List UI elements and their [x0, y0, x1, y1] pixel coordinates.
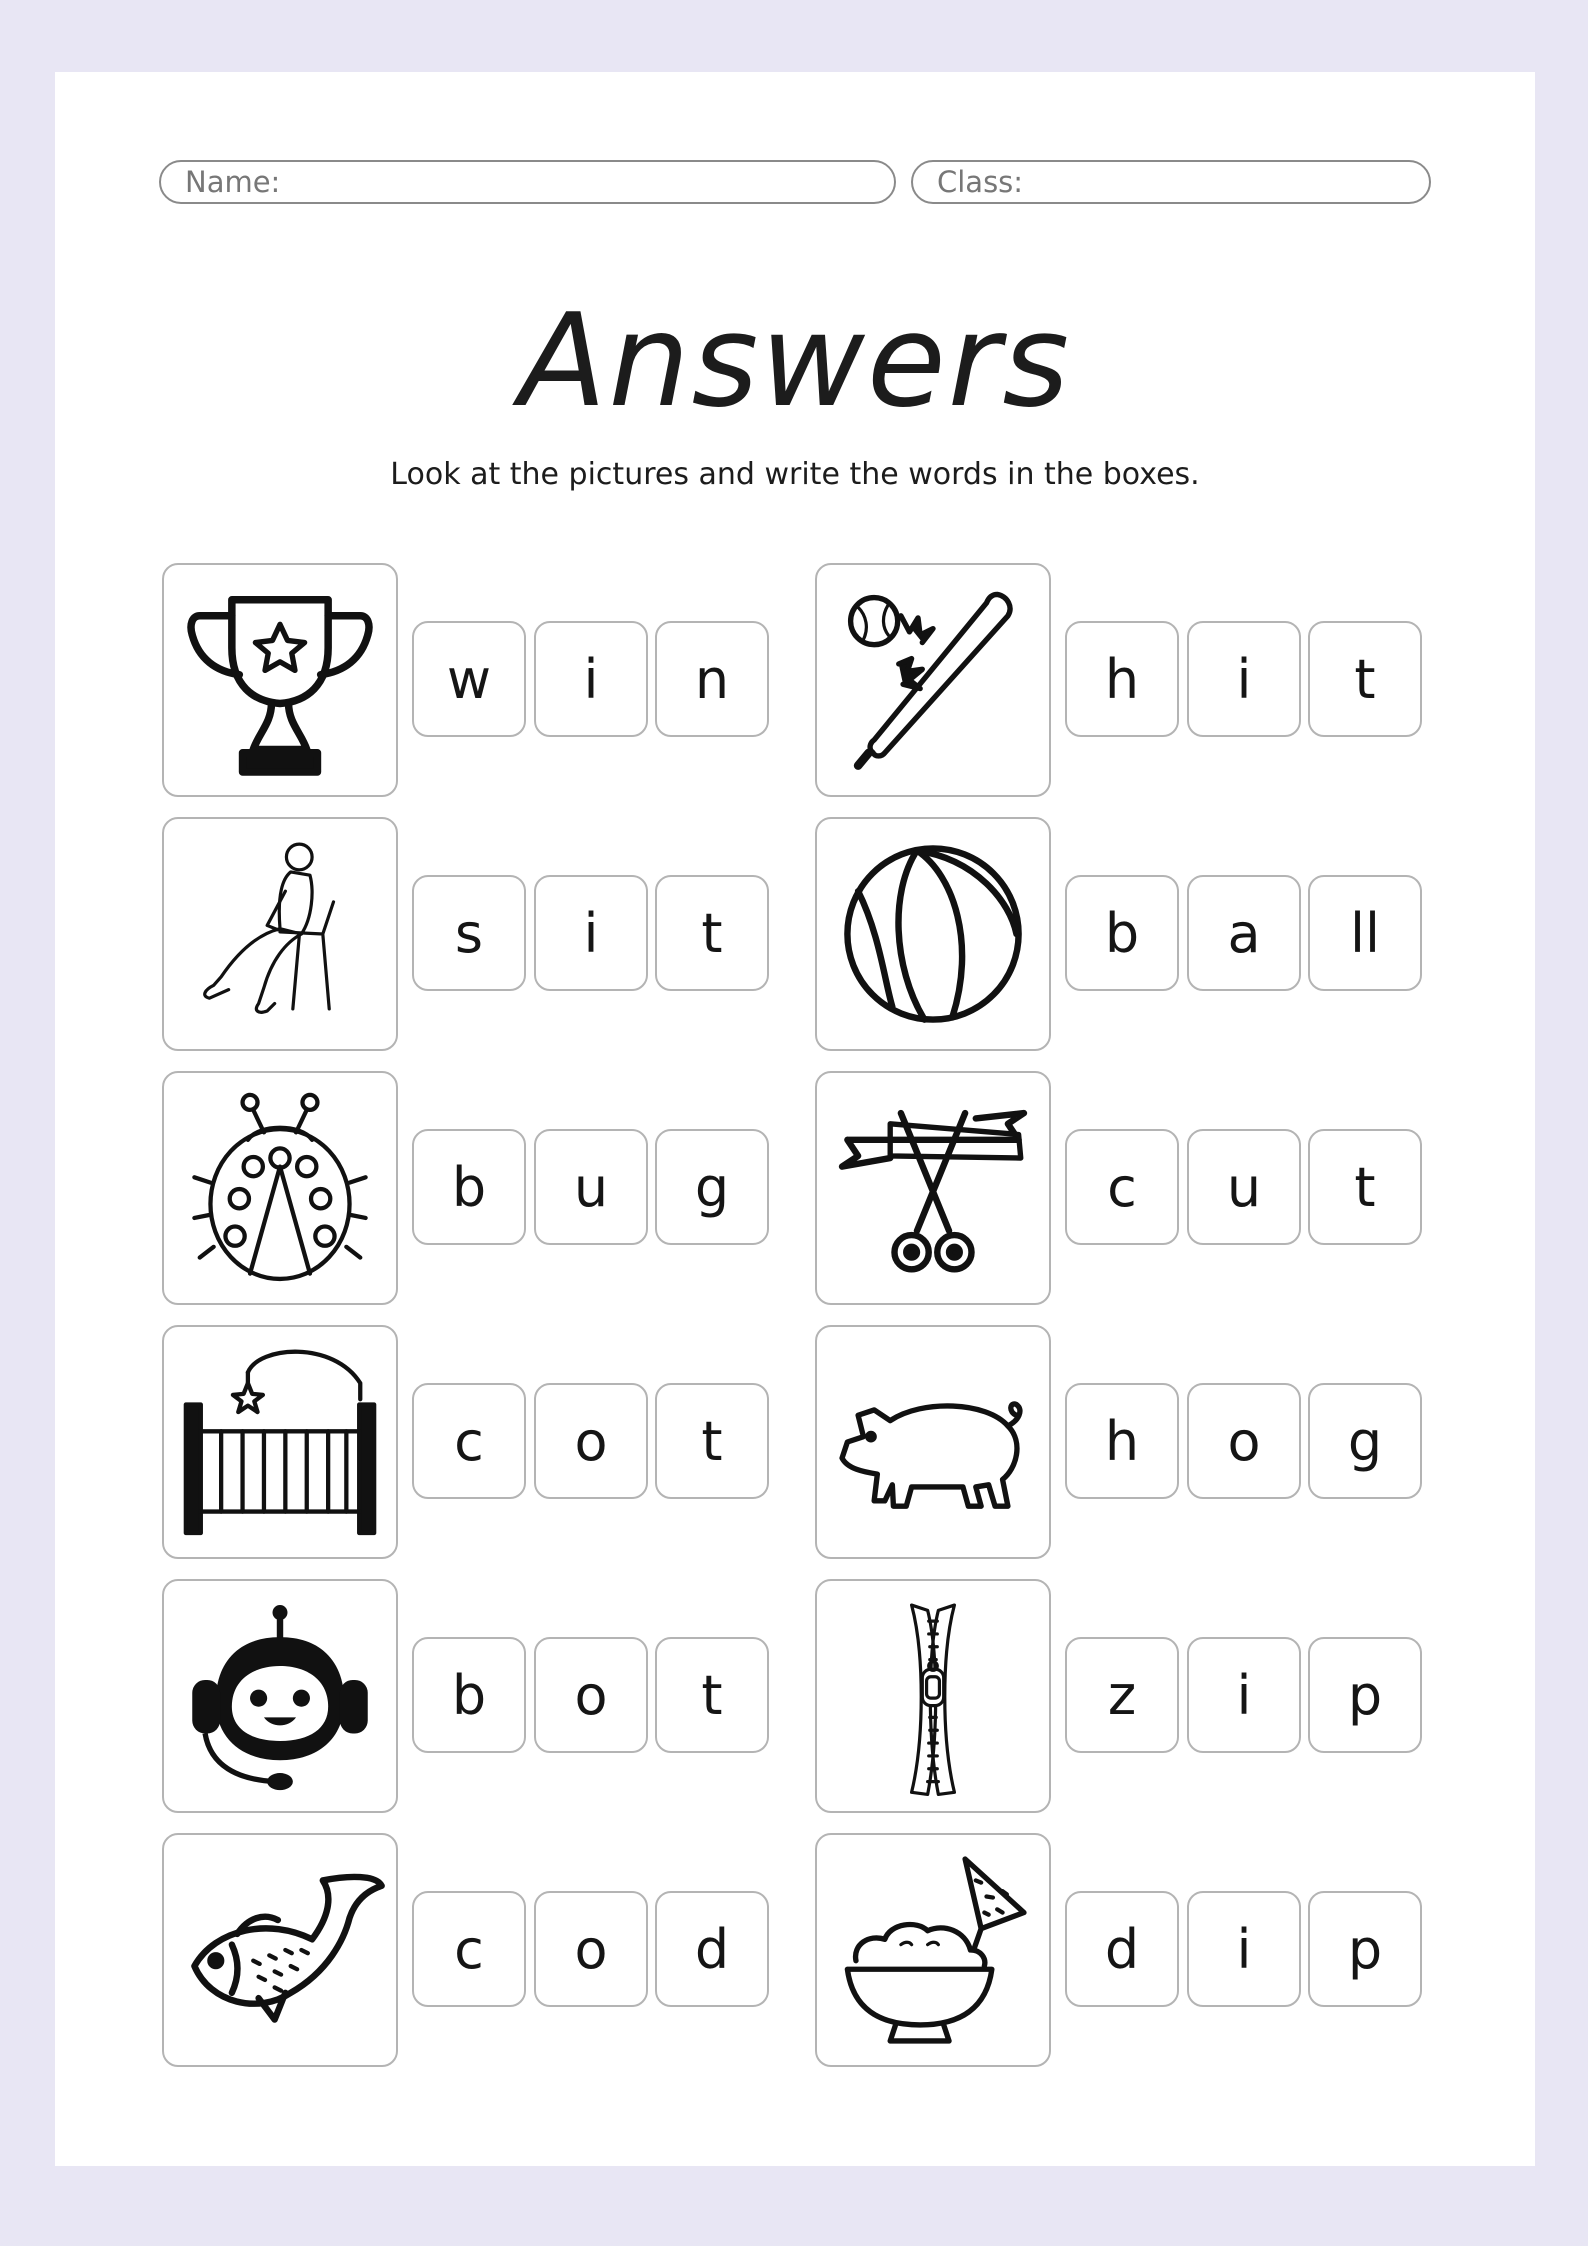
- picture-card: [162, 1325, 398, 1559]
- name-label: Name:: [185, 165, 281, 199]
- picture-card: [162, 1071, 398, 1305]
- letter-box[interactable]: o: [1187, 1383, 1301, 1499]
- picture-card: [815, 1833, 1051, 2067]
- letter-box[interactable]: ll: [1308, 875, 1422, 991]
- chip-dip-icon: [826, 1843, 1040, 2057]
- picture-card: [815, 817, 1051, 1051]
- word-item-bug: [162, 1071, 792, 1307]
- pig-icon: [826, 1335, 1040, 1549]
- letter-box[interactable]: i: [534, 621, 648, 737]
- picture-card: [815, 1325, 1051, 1559]
- name-field[interactable]: [159, 160, 896, 204]
- letter-box[interactable]: h: [1065, 1383, 1179, 1499]
- crib-icon: [173, 1335, 387, 1549]
- letter-box[interactable]: d: [655, 1891, 769, 2007]
- picture-card: [815, 1579, 1051, 1813]
- letter-box[interactable]: u: [1187, 1129, 1301, 1245]
- letter-box[interactable]: t: [655, 875, 769, 991]
- letter-box[interactable]: t: [1308, 1129, 1422, 1245]
- letter-box[interactable]: t: [655, 1383, 769, 1499]
- picture-card: [162, 817, 398, 1051]
- letter-box[interactable]: u: [534, 1129, 648, 1245]
- fish-icon: [173, 1843, 387, 2057]
- letter-box[interactable]: d: [1065, 1891, 1179, 2007]
- letter-box[interactable]: i: [1187, 621, 1301, 737]
- page-title: Answers: [518, 287, 1072, 436]
- word-item-cod: [162, 1833, 792, 2069]
- letter-box[interactable]: p: [1308, 1637, 1422, 1753]
- letter-box[interactable]: g: [655, 1129, 769, 1245]
- trophy-icon: [173, 573, 387, 787]
- letter-box[interactable]: z: [1065, 1637, 1179, 1753]
- letter-box[interactable]: o: [534, 1891, 648, 2007]
- letter-box[interactable]: p: [1308, 1891, 1422, 2007]
- letter-box[interactable]: t: [655, 1637, 769, 1753]
- letter-box[interactable]: g: [1308, 1383, 1422, 1499]
- letter-box[interactable]: a: [1187, 875, 1301, 991]
- letter-box[interactable]: o: [534, 1637, 648, 1753]
- word-item-cut: [815, 1071, 1445, 1307]
- word-item-win: [162, 563, 792, 799]
- picture-card: [815, 563, 1051, 797]
- letter-box[interactable]: c: [1065, 1129, 1179, 1245]
- word-item-hog: [815, 1325, 1445, 1561]
- word-item-sit: [162, 817, 792, 1053]
- robot-icon: [173, 1589, 387, 1803]
- beach-ball-icon: [826, 827, 1040, 1041]
- word-item-zip: [815, 1579, 1445, 1815]
- letter-box[interactable]: t: [1308, 621, 1422, 737]
- class-field[interactable]: [911, 160, 1431, 204]
- word-item-cot: [162, 1325, 792, 1561]
- instructions: Look at the pictures and write the words in the boxes.: [390, 457, 1200, 492]
- letter-box[interactable]: i: [534, 875, 648, 991]
- letter-box[interactable]: c: [412, 1891, 526, 2007]
- zipper-icon: [826, 1589, 1040, 1803]
- picture-card: [815, 1071, 1051, 1305]
- letter-box[interactable]: w: [412, 621, 526, 737]
- class-label: Class:: [937, 165, 1024, 199]
- worksheet-page: [55, 72, 1535, 2166]
- sitting-man-icon: [173, 827, 387, 1041]
- picture-card: [162, 1833, 398, 2067]
- letter-box[interactable]: o: [534, 1383, 648, 1499]
- word-item-dip: [815, 1833, 1445, 2069]
- word-item-hit: [815, 563, 1445, 799]
- letter-box[interactable]: i: [1187, 1637, 1301, 1753]
- word-item-bot: [162, 1579, 792, 1815]
- word-item-ball: [815, 817, 1445, 1053]
- letter-box[interactable]: b: [412, 1637, 526, 1753]
- baseball-bat-icon: [826, 573, 1040, 787]
- scissors-ribbon-icon: [826, 1081, 1040, 1295]
- letter-box[interactable]: b: [1065, 875, 1179, 991]
- letter-box[interactable]: n: [655, 621, 769, 737]
- picture-card: [162, 563, 398, 797]
- letter-box[interactable]: b: [412, 1129, 526, 1245]
- letter-box[interactable]: c: [412, 1383, 526, 1499]
- ladybug-icon: [173, 1081, 387, 1295]
- picture-card: [162, 1579, 398, 1813]
- letter-box[interactable]: s: [412, 875, 526, 991]
- letter-box[interactable]: h: [1065, 621, 1179, 737]
- letter-box[interactable]: i: [1187, 1891, 1301, 2007]
